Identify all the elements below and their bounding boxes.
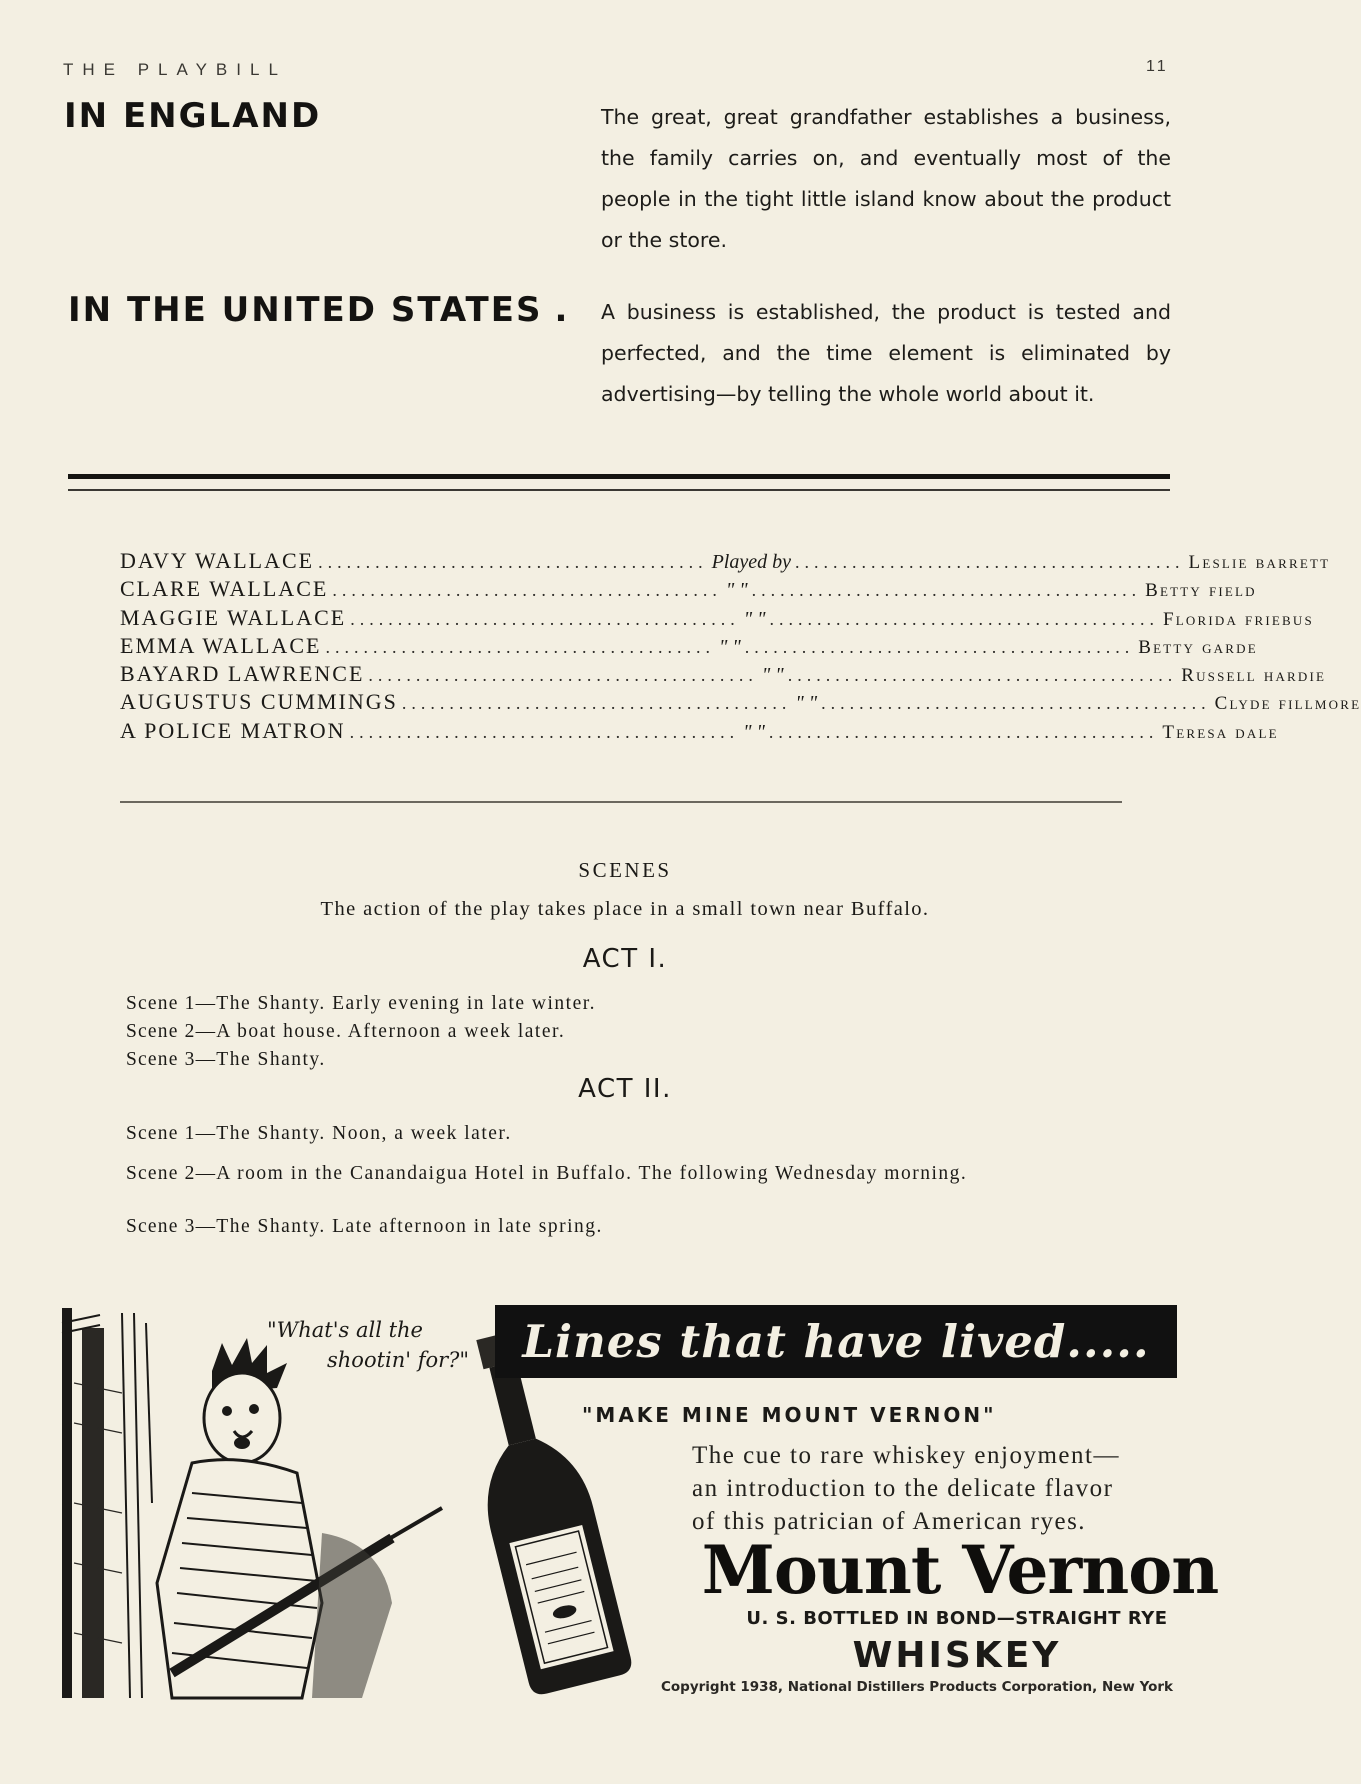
divider-thin xyxy=(68,489,1170,491)
dot-leader: ......................................... xyxy=(768,721,1159,742)
ad-quote-line1: "What's all the xyxy=(267,1318,423,1342)
scene-text: The Shanty. Late afternoon in late spring. xyxy=(216,1216,603,1237)
running-head: THE PLAYBILL xyxy=(63,60,287,79)
scene-text: The Shanty. xyxy=(216,1049,326,1070)
ad-bottled-in-bond: U. S. BOTTLED IN BOND—STRAIGHT RYE xyxy=(746,1608,1168,1629)
scenes-title: SCENES xyxy=(578,858,672,882)
scene-text: The Shanty. Noon, a week later. xyxy=(216,1123,512,1144)
whiskey-bottle-illustration xyxy=(457,1328,637,1693)
brand-name: Mount Vernon xyxy=(701,1531,1219,1609)
scene-item xyxy=(126,1018,1136,1045)
paragraph-england: The great, great grandfather establishes a business, the family carries on, and eventually most of the people in the tight little island know about the product or the store. xyxy=(601,105,1171,252)
scenes-setting: The action of the play takes place in a small town near Buffalo. xyxy=(320,898,930,920)
heading-us-text: IN THE UNITED STATES xyxy=(68,290,543,330)
scene-item xyxy=(126,1120,1136,1147)
cast-actor: clyde fillmore xyxy=(1214,693,1361,715)
whiskey-advertisement xyxy=(62,1303,1219,1703)
ditto-mark: " " xyxy=(743,607,766,630)
dot-leader: ......................................... xyxy=(325,636,715,657)
scene-text: The Shanty. Early evening in late winter. xyxy=(216,993,597,1014)
ad-quote-line2: shootin' for?" xyxy=(327,1348,470,1372)
scene-label: Scene 2— xyxy=(126,1163,217,1184)
scene-item xyxy=(126,1213,1136,1240)
divider-thick xyxy=(68,474,1170,479)
scene-label: Scene 1— xyxy=(126,1123,217,1144)
cast-actor: betty garde xyxy=(1138,636,1258,658)
cast-actor: teresa dale xyxy=(1162,721,1279,743)
cast-row xyxy=(120,632,1258,661)
scene-label: Scene 1— xyxy=(126,993,217,1014)
dot-leader: ......................................... xyxy=(332,580,722,601)
heading-us-dot: . xyxy=(554,290,570,330)
dot-leader: ......................................... xyxy=(821,693,1211,714)
scene-label: Scene 3— xyxy=(126,1216,217,1237)
dot-leader: ......................................... xyxy=(318,552,708,572)
cast-row xyxy=(120,689,1361,717)
divider-cast xyxy=(120,801,1122,803)
scene-item xyxy=(126,1160,1246,1187)
ad-banner: Lines that have lived..... xyxy=(495,1305,1177,1378)
ditto-mark: " " xyxy=(725,579,748,602)
paragraph-united-states: A business is established, the product is tested and perfected, and the time element is eliminated by advertising—by telling the whole world about it. xyxy=(601,300,1171,406)
ad-copyright: Copyright 1938, National Distillers Products Corporation, New York xyxy=(660,1679,1174,1695)
dot-leader: ......................................... xyxy=(368,665,758,686)
act-two-title: ACT II. xyxy=(578,1074,672,1104)
dot-leader: ......................................... xyxy=(349,721,740,742)
scene-text: A room in the Canandaigua Hotel in Buffalo. The following Wednesday morning. xyxy=(216,1163,968,1184)
cast-actor: leslie barrett xyxy=(1188,552,1331,573)
ad-slogan: "MAKE MINE MOUNT VERNON" xyxy=(582,1403,997,1427)
dot-leader: ......................................... xyxy=(795,552,1185,572)
ad-copy-line: of this patrician of American ryes. xyxy=(692,1508,1087,1535)
ditto-mark: " " xyxy=(743,720,765,743)
cast-row xyxy=(120,717,1279,746)
scene-item xyxy=(126,990,1136,1017)
scene-item xyxy=(126,1046,1136,1073)
scene-text: A boat house. Afternoon a week later. xyxy=(216,1021,566,1042)
cast-actor: betty field xyxy=(1145,580,1257,602)
cast-row xyxy=(120,548,1331,576)
page-number: 11 xyxy=(1146,58,1169,75)
dot-leader: ......................................... xyxy=(787,665,1178,686)
cast-row xyxy=(120,576,1257,604)
cast-role: EMMA WALLACE xyxy=(120,632,322,658)
dot-leader: ......................................... xyxy=(751,580,1142,601)
dot-leader: ......................................... xyxy=(744,636,1135,657)
scene-label: Scene 3— xyxy=(126,1049,217,1070)
cast-role: MAGGIE WALLACE xyxy=(120,604,347,630)
cast-role: AUGUSTUS CUMMINGS xyxy=(120,689,398,715)
cast-role: A POLICE MATRON xyxy=(120,717,346,743)
ad-copy-line: an introduction to the delicate flavor xyxy=(692,1475,1114,1502)
cast-actor: florida friebus xyxy=(1162,608,1314,630)
ad-whiskey: WHISKEY xyxy=(852,1635,1062,1676)
ditto-mark: " " xyxy=(761,664,784,687)
act-one-title: ACT I. xyxy=(582,944,668,974)
scene-label: Scene 2— xyxy=(126,1021,217,1042)
ad-quote xyxy=(267,1315,469,1375)
cast-row xyxy=(120,661,1327,689)
heading-united-states xyxy=(68,290,569,330)
ad-copy xyxy=(692,1439,1232,1538)
heading-england: IN ENGLAND xyxy=(64,96,322,136)
cast-role: BAYARD LAWRENCE xyxy=(120,661,365,687)
dot-leader: ......................................... xyxy=(350,608,740,629)
cast-row xyxy=(120,604,1314,633)
ad-copy-line: The cue to rare whiskey enjoyment— xyxy=(692,1442,1120,1469)
dot-leader: ......................................... xyxy=(401,693,792,714)
ditto-mark: " " xyxy=(795,692,818,715)
ditto-mark: " " xyxy=(718,635,741,658)
cast-role: DAVY WALLACE xyxy=(120,548,315,573)
cast-actor: russell hardie xyxy=(1181,665,1327,687)
cast-role: CLARE WALLACE xyxy=(120,576,329,602)
cast-list xyxy=(120,548,1361,746)
played-by: Played by xyxy=(711,551,791,573)
dot-leader: ......................................... xyxy=(769,608,1159,629)
